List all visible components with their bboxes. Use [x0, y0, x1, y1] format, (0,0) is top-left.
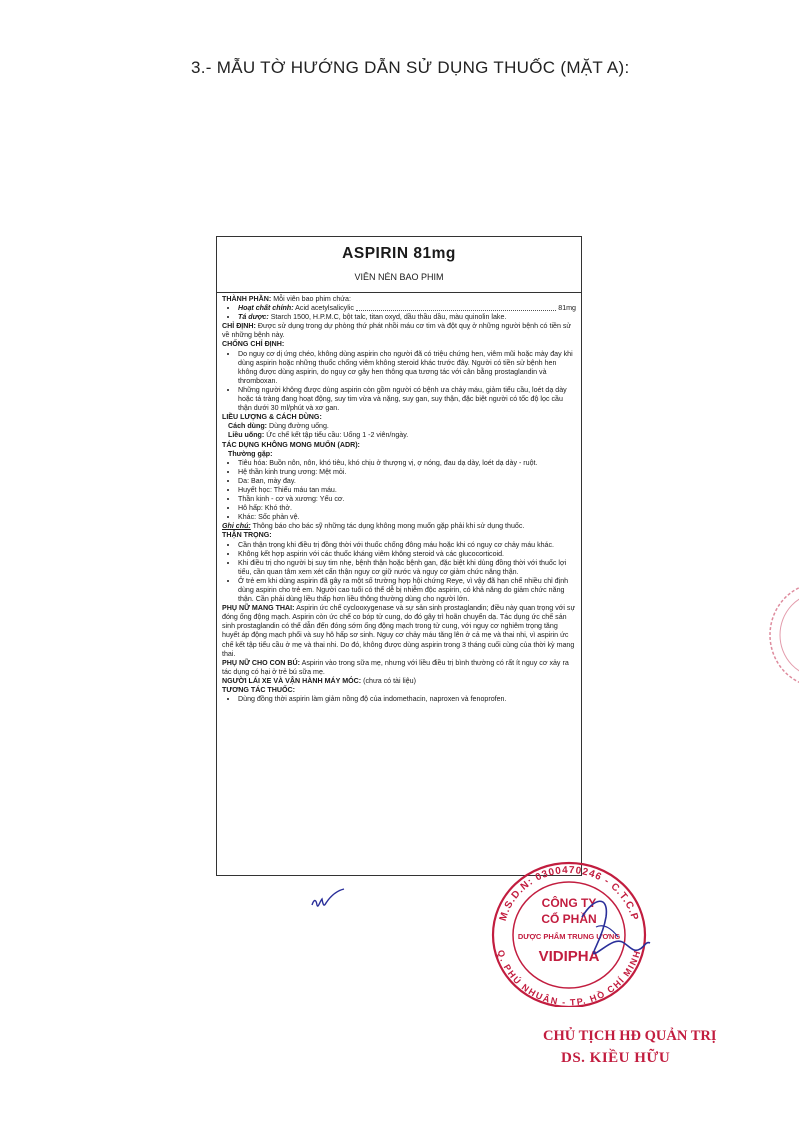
- signatory-name: DS. KIỀU HỮU: [561, 1050, 671, 1066]
- list-item: • Do nguy cơ dị ứng chéo, không dùng aspirin cho người đã có triệu chứng hen, viêm mũi hoặc mày đay khi dùng aspirin hoặc những thuốc chống viêm không steroid khác trước đây. Người có tiền sử bệnh hen không được dùng aspirin, do nguy cơ gây hen thông qua tương tác với cân bằng prostaglandin và thromboxan.: [238, 350, 576, 386]
- note-line: [222, 522, 576, 531]
- common-label-text: Thường gặp:: [228, 449, 273, 458]
- partial-edge-seal: [760, 580, 799, 690]
- interactions-heading: TƯƠNG TÁC THUỐC:: [222, 686, 296, 695]
- lactation-heading: PHỤ NỮ CHO CON BÚ:: [222, 658, 301, 667]
- list-item: • Tiêu hóa: Buồn nôn, nôn, khó tiêu, khó chịu ở thượng vị, ợ nóng, đau dạ dày, loét dạ dày - ruột.: [238, 459, 576, 468]
- list-item: • Những người không được dùng aspirin còn gồm người có bệnh ưa chảy máu, giảm tiểu cầu, loét dạ dày hoặc tá tràng đang hoạt động, suy tim vừa và nặng, suy gan, suy thận, đặc biệt người có tốc độ lọc cầu thận dưới 30 ml/phút và xơ gan.: [238, 386, 576, 413]
- list-item: • Không kết hợp aspirin với các thuốc kháng viêm không steroid và các glucocorticoid.: [238, 550, 576, 559]
- signatory-title: CHỦ TỊCH HĐ QUẢN TRỊ: [543, 1028, 717, 1044]
- list-item: • Da: Ban, mày đay.: [238, 477, 576, 486]
- lactation-section: [222, 659, 576, 677]
- list-item: • Hệ thần kinh trung ương: Mệt mỏi.: [238, 468, 576, 477]
- active-amount: 81mg: [558, 304, 576, 313]
- product-subtitle: VIÊN NÉN BAO PHIM: [354, 272, 444, 282]
- note-label: Ghi chú:: [222, 522, 251, 531]
- composition-intro: Mỗi viên bao phim chứa:: [273, 295, 351, 303]
- seal-ring-bottom: Q. PHÚ NHUẬN - TP. HỒ CHÍ MINH: [495, 948, 643, 1007]
- excipient-value: Starch 1500, H.P.M.C, bột talc, titan oxyd, dầu thầu dầu, màu quinolin lake.: [270, 313, 507, 322]
- note-text: Thông báo cho bác sỹ những tác dụng không mong muốn gặp phải khi sử dụng thuốc.: [252, 522, 525, 531]
- seal-line-2: CỔ PHẦN: [541, 912, 597, 926]
- handwritten-initial-mark: [308, 887, 348, 917]
- route-value: Dùng đường uống.: [269, 422, 329, 431]
- list-item: • Cần thận trọng khi điều trị đồng thời với thuốc chống đông máu hoặc khi có nguy cơ chảy máu khác.: [238, 541, 576, 550]
- seal-brand: VIDIPHA: [538, 948, 600, 965]
- pregnancy-text: Aspirin ức chế cyclooxygenase và sự sản sinh prostaglandin; điều này quan trọng với sự đóng ống động mạch. Aspirin còn ức chế co bóp tử cung, do đó gây trì hoãn chuyển dạ. Tác dụng ức chế sản sinh prostaglandin có thể dẫn đến đóng sớm ống động mạch trong tử cung, với nguy cơ nghiêm trọng tăng huyết áp động mạch phổi và suy hô hấp sơ sinh. Nguy cơ chảy máu tăng lên ở cả mẹ và thai nhi, vì aspirin ức chế kết tập tiểu cầu ở mẹ và thai nhi. Do đó, không được dùng aspirin trong 3 tháng cuối cùng của thời kỳ mang thai.: [222, 604, 576, 658]
- dose-line: [222, 431, 576, 440]
- excipients: [238, 313, 576, 322]
- indication-section: [222, 322, 576, 340]
- active-ingredient: [238, 304, 576, 313]
- dose-value: Ức chế kết tập tiểu cầu: Uống 1 -2 viên/ngày.: [266, 431, 409, 440]
- company-seal: [484, 857, 654, 1007]
- pregnancy-heading: PHỤ NỮ MANG THAI:: [222, 604, 295, 613]
- active-label: Hoạt chất chính:: [238, 304, 294, 313]
- composition-section: [222, 295, 576, 304]
- leaflet-body: [217, 293, 581, 704]
- indication-heading: CHỈ ĐỊNH:: [222, 322, 256, 331]
- driving-section: [222, 677, 576, 686]
- excipient-label: Tá dược:: [238, 313, 269, 322]
- list-item: • Dùng đồng thời aspirin làm giảm nồng độ của indomethacin, naproxen và fenoprofen.: [238, 695, 576, 704]
- contraindication-heading: CHỐNG CHỈ ĐỊNH:: [222, 340, 285, 349]
- list-item: • Ở trẻ em khi dùng aspirin đã gây ra một số trường hợp hội chứng Reye, vì vậy đã hạn chế nhiều chỉ định dùng aspirin cho trẻ em. Người cao tuổi có thể dễ bị nhiễm độc aspirin, có khả năng do giảm chức năng thận. Cần phải dùng liều thấp hơn liều thông thường dùng cho người lớn.: [238, 577, 576, 604]
- pregnancy-section: [222, 604, 576, 659]
- list-item: • Thần kinh - cơ và xương: Yếu cơ.: [238, 495, 576, 504]
- common-label: [222, 450, 576, 459]
- adverse-heading: TÁC DỤNG KHÔNG MONG MUỐN (ADR):: [222, 440, 360, 449]
- driving-text: (chưa có tài liệu): [363, 676, 416, 685]
- route-label: Cách dùng:: [228, 422, 268, 431]
- driving-heading: NGƯỜI LÁI XE VÀ VẬN HÀNH MÁY MÓC:: [222, 676, 362, 685]
- list-item: • Hô hấp: Khó thở.: [238, 504, 576, 513]
- leaflet-header: [217, 237, 581, 293]
- seal-line-3: DƯỢC PHẨM TRUNG ƯƠNG: [517, 932, 621, 941]
- page-heading: 3.- MẪU TỜ HƯỚNG DẪN SỬ DỤNG THUỐC (MẶT A):: [191, 58, 630, 77]
- indication-text: Được sử dụng trong dự phòng thứ phát nhồi máu cơ tim và đột quỵ ở những người bệnh có tiền sử về những bệnh này.: [222, 322, 572, 340]
- list-item: • Khi điều trị cho người bị suy tim nhẹ, bệnh thận hoặc bệnh gan, đặc biệt khi dùng đồng thời với thuốc lợi tiểu, cần quan tâm xem xét cẩn thận nguy cơ giữ nước và nguy cơ giảm chức năng thận.: [238, 559, 576, 577]
- dosage-heading: LIỀU LƯỢNG & CÁCH DÙNG:: [222, 413, 322, 422]
- seal-ring-top: M.S.D.N: 0300470246 - C.T.C.P: [497, 864, 641, 923]
- list-item: • Khác: Sốc phản vệ.: [238, 513, 576, 522]
- composition-heading: THÀNH PHẦN:: [222, 295, 272, 303]
- dot-leader: [356, 304, 556, 311]
- lactation-text: Aspirin vào trong sữa mẹ, nhưng với liều điều trị bình thường có rất ít nguy cơ xảy ra tác dụng có hại ở trẻ bú sữa mẹ.: [222, 658, 569, 676]
- seal-line-1: CÔNG TY: [541, 896, 597, 910]
- precautions-heading: THẬN TRỌNG:: [222, 531, 272, 540]
- active-value: Acid acetylsalicylic: [295, 304, 354, 313]
- leaflet-box: [216, 236, 582, 876]
- product-title: ASPIRIN 81mg: [342, 245, 456, 262]
- list-item: • Huyết học: Thiếu máu tan máu.: [238, 486, 576, 495]
- dose-label: Liều uống:: [228, 431, 265, 440]
